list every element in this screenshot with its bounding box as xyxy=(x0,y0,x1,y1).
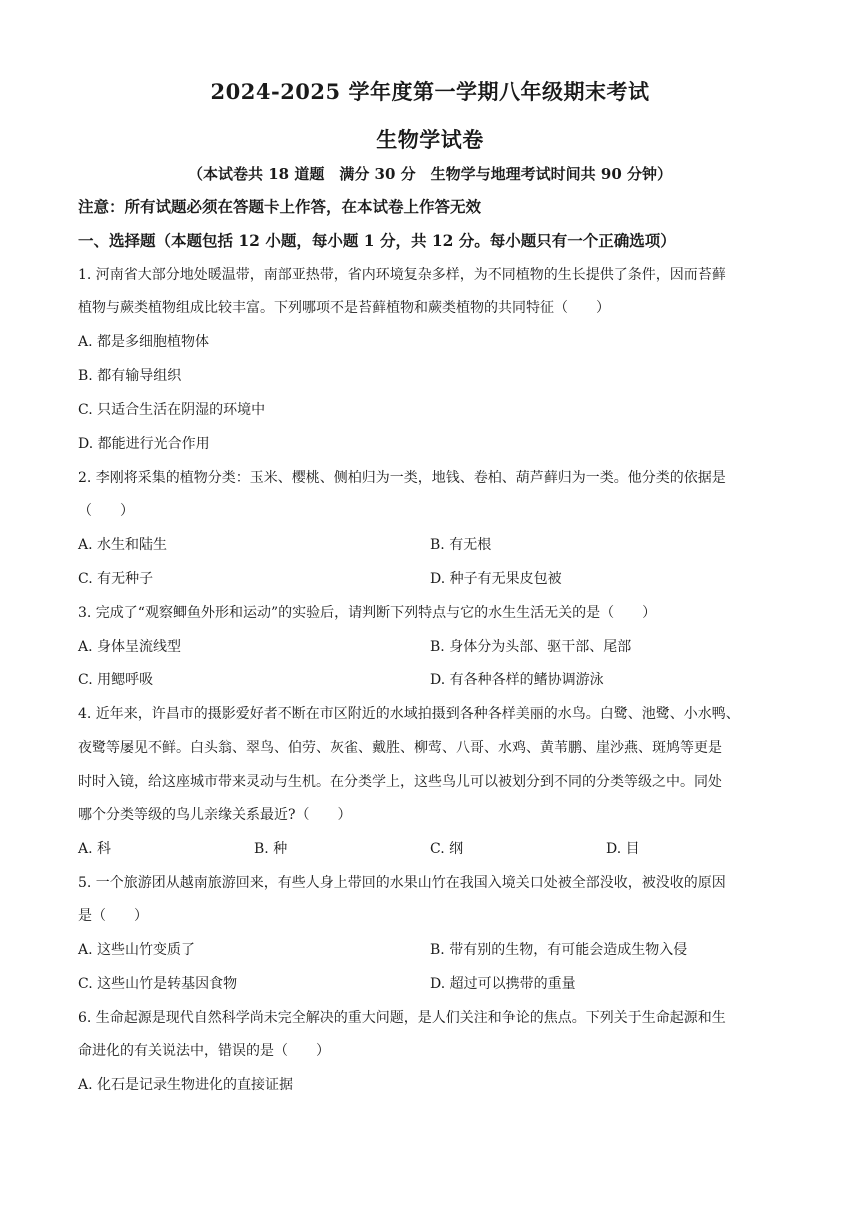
question-5-option-c: C. 这些山竹是转基因食物 xyxy=(78,976,238,992)
question-1-line-2: 植物与蕨类植物组成比较丰富。下列哪项不是苔藓植物和蕨类植物的共同特征（ ） xyxy=(78,300,610,316)
question-5-option-b: B. 带有别的生物，有可能会造成生物入侵 xyxy=(430,942,688,958)
question-4-option-d: D. 目 xyxy=(606,841,640,857)
question-3-option-d: D. 有各种各样的鳍协调游泳 xyxy=(430,672,604,688)
exam-subject-title: 生物学试卷 xyxy=(376,127,484,152)
question-3-line-1: 3. 完成了“观察鲫鱼外形和运动”的实验后，请判断下列特点与它的水生生活无关的是（ ） xyxy=(78,605,657,621)
question-5-line-1: 5. 一个旅游团从越南旅游回来，有些人身上带回的水果山竹在我国入境关口处被全部没收，被没收的原因 xyxy=(78,875,726,891)
question-3-option-b: B. 身体分为头部、驱干部、尾部 xyxy=(430,639,632,655)
question-1-line-1: 1. 河南省大部分地处暖温带，南部亚热带，省内环境复杂多样，为不同植物的生长提供了条件，因而苔藓 xyxy=(78,267,726,283)
question-4-option-a: A. 科 xyxy=(78,841,112,857)
notice: 注意：所有试题必须在答题卡上作答，在本试卷上作答无效 xyxy=(78,197,482,216)
question-4-line-1: 4. 近年来，许昌市的摄影爱好者不断在市区附近的水域拍摄到各种各样美丽的水鸟。白鹭、池鹭、小水鸭、 xyxy=(78,706,740,722)
question-2-option-a: A. 水生和陆生 xyxy=(78,537,168,553)
section-heading: 一、选择题（本题包括 12 小题，每小题 1 分，共 12 分。每小题只有一个正确选项） xyxy=(78,231,676,250)
question-3-option-a: A. 身体呈流线型 xyxy=(78,639,182,655)
question-4-line-4: 哪个分类等级的鸟儿亲缘关系最近?（ ） xyxy=(78,807,352,823)
question-5-line-2: 是（ ） xyxy=(78,908,148,924)
question-5-option-d: D. 超过可以携带的重量 xyxy=(430,976,576,992)
question-6-option-a: A. 化石是记录生物进化的直接证据 xyxy=(78,1077,294,1093)
question-1-option-a: A. 都是多细胞植物体 xyxy=(78,334,210,350)
question-2-option-d: D. 种子有无果皮包被 xyxy=(430,571,562,587)
question-2-option-c: C. 有无种子 xyxy=(78,571,154,587)
question-2-line-1: 2. 李刚将采集的植物分类：玉米、樱桃、侧柏归为一类，地钱、卷柏、葫芦藓归为一类。他分类的依据是 xyxy=(78,470,726,486)
question-4-option-b: B. 种 xyxy=(254,841,288,857)
question-5-option-a: A. 这些山竹变质了 xyxy=(78,942,196,958)
exam-title: 2024-2025 学年度第一学期八年级期末考试 xyxy=(210,79,650,104)
question-2-line-2: （ ） xyxy=(78,503,134,519)
question-1-option-c: C. 只适合生活在阴湿的环境中 xyxy=(78,402,266,418)
question-3-option-c: C. 用鳃呼吸 xyxy=(78,672,154,688)
question-2-option-b: B. 有无根 xyxy=(430,537,492,553)
question-6-line-2: 命进化的有关说法中，错误的是（ ） xyxy=(78,1043,330,1059)
question-1-option-d: D. 都能进行光合作用 xyxy=(78,436,210,452)
question-4-option-c: C. 纲 xyxy=(430,841,464,857)
question-1-option-b: B. 都有输导组织 xyxy=(78,368,182,384)
question-6-line-1: 6. 生命起源是现代自然科学尚未完全解决的重大问题，是人们关注和争论的焦点。下列关于生命起源和生 xyxy=(78,1010,726,1026)
question-4-line-3: 时时入镜，给这座城市带来灵动与生机。在分类学上，这些鸟儿可以被划分到不同的分类等级之中。同处 xyxy=(78,774,722,790)
exam-info: （本试卷共 18 道题 满分 30 分 生物学与地理考试时间共 90 分钟） xyxy=(188,165,672,183)
question-4-line-2: 夜鹭等屡见不鲜。白头翁、翠鸟、伯劳、灰雀、戴胜、柳莺、八哥、水鸡、黄苇鹏、崖沙燕、斑鸠等更是 xyxy=(78,740,722,756)
